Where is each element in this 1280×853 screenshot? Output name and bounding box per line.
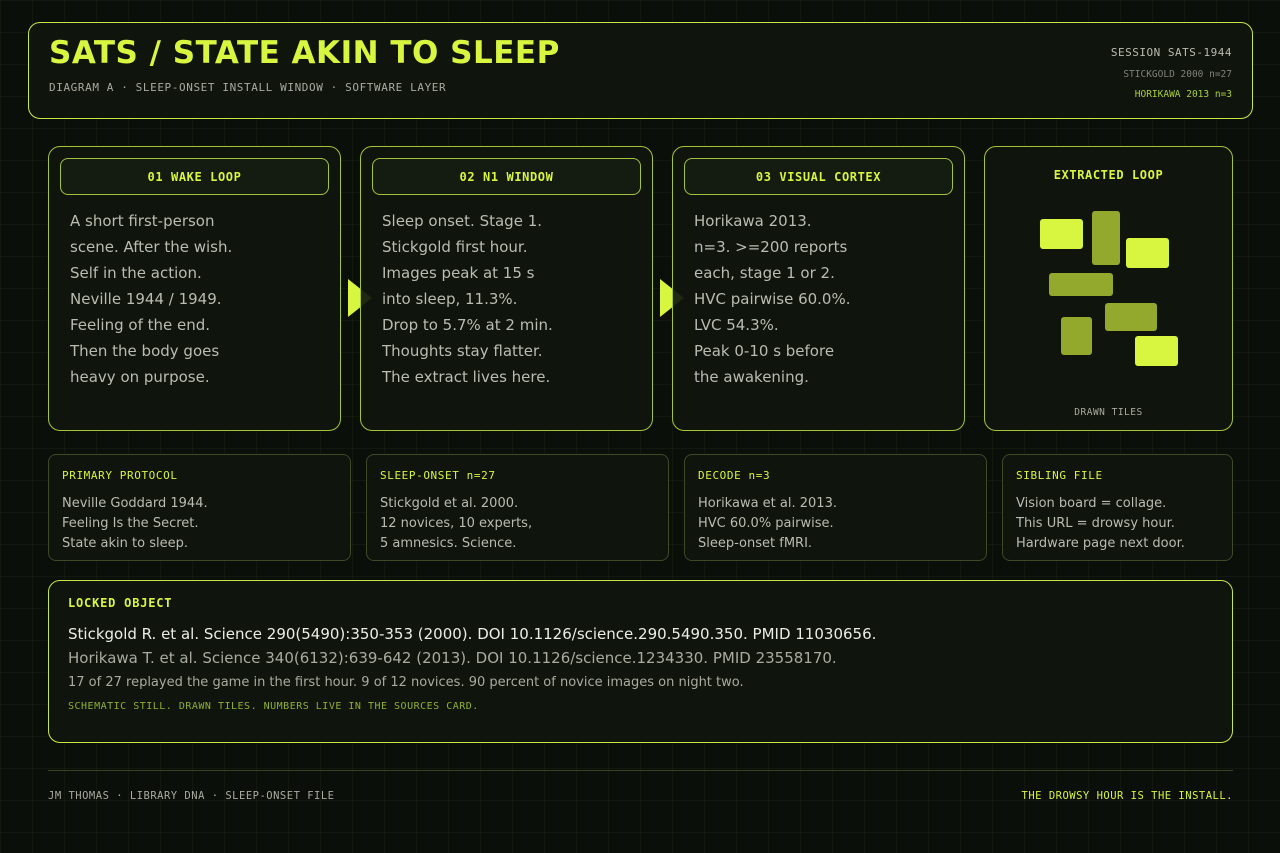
loop-tile — [1040, 219, 1083, 249]
panel-label: 01 WAKE LOOP — [60, 158, 329, 195]
panel-wake-loop — [48, 146, 341, 431]
panel-label: 02 N1 WINDOW — [372, 158, 641, 195]
card-body — [698, 494, 837, 554]
card-line: 5 amnesics. Science. — [380, 536, 517, 551]
card-line: Horikawa et al. 2013. — [698, 496, 837, 511]
loop-tile — [1061, 317, 1092, 355]
loop-tile — [1105, 303, 1157, 331]
panel-label: 03 VISUAL CORTEX — [684, 158, 953, 195]
card-title: SIBLING FILE — [1016, 469, 1103, 482]
page-title: SATS / STATE AKIN TO SLEEP — [49, 35, 560, 71]
loop-tile — [1135, 336, 1178, 366]
card-line: 12 novices, 10 experts, — [380, 516, 533, 531]
extracted-loop-title: EXTRACTED LOOP — [1053, 168, 1164, 182]
card-sibling-file — [1002, 454, 1233, 561]
card-line: HVC 60.0% pairwise. — [698, 516, 834, 531]
card-body — [62, 494, 208, 554]
card-line: Neville Goddard 1944. — [62, 496, 208, 511]
panel-line: The extract lives here. — [382, 368, 551, 386]
footer-credits: JM THOMAS · LIBRARY DNA · SLEEP-ONSET FILE — [48, 790, 335, 802]
header-panel — [28, 22, 1253, 119]
panel-body — [694, 208, 851, 390]
panel-line: Neville 1944 / 1949. — [70, 290, 222, 308]
locked-object-title: LOCKED OBJECT — [68, 596, 173, 610]
panel-line: Stickgold first hour. — [382, 238, 528, 256]
panel-line: Peak 0-10 s before — [694, 342, 835, 360]
session-id: SESSION SATS-1944 — [1110, 46, 1232, 59]
panel-line: Images peak at 15 s — [382, 264, 535, 282]
panel-line: Horikawa 2013. — [694, 212, 812, 230]
card-sleep-onset — [366, 454, 669, 561]
panel-line: Feeling of the end. — [70, 316, 211, 334]
card-title: PRIMARY PROTOCOL — [62, 469, 178, 482]
locked-object-panel — [48, 580, 1233, 743]
reference-horikawa: HORIKAWA 2013 n=3 — [1134, 89, 1232, 100]
card-line: Feeling Is the Secret. — [62, 516, 199, 531]
loop-tile — [1126, 238, 1169, 268]
card-body — [1016, 494, 1185, 554]
panel-body — [70, 208, 232, 390]
footer-tagline: THE DROWSY HOUR IS THE INSTALL. — [1021, 790, 1233, 802]
panel-line: the awakening. — [694, 368, 809, 386]
card-title: DECODE n=3 — [698, 469, 771, 482]
panel-line: Then the body goes — [70, 342, 220, 360]
page-subtitle: DIAGRAM A · SLEEP-ONSET INSTALL WINDOW · SOFTWARE LAYER — [49, 81, 447, 94]
panel-line: Sleep onset. Stage 1. — [382, 212, 543, 230]
card-line: This URL = drowsy hour. — [1016, 516, 1175, 531]
panel-visual-cortex — [672, 146, 965, 431]
panel-line: into sleep, 11.3%. — [382, 290, 518, 308]
panel-line: scene. After the wish. — [70, 238, 233, 256]
card-decode — [684, 454, 987, 561]
extracted-loop-panel — [984, 146, 1233, 431]
card-primary-protocol — [48, 454, 351, 561]
card-line: Hardware page next door. — [1016, 536, 1185, 551]
card-body — [380, 494, 532, 554]
reference-stickgold: STICKGOLD 2000 n=27 — [1123, 69, 1232, 80]
panel-line: Thoughts stay flatter. — [382, 342, 543, 360]
panel-body — [382, 208, 553, 390]
card-line: Vision board = collage. — [1016, 496, 1167, 511]
loop-tile — [1049, 273, 1113, 296]
panel-n1-window — [360, 146, 653, 431]
panel-line: LVC 54.3%. — [694, 316, 779, 334]
panel-line: Self in the action. — [70, 264, 202, 282]
panel-line: Drop to 5.7% at 2 min. — [382, 316, 553, 334]
locked-object-footnote: SCHEMATIC STILL. DRAWN TILES. NUMBERS LIVE IN THE SOURCES CARD. — [68, 701, 479, 712]
footer-divider — [48, 770, 1233, 771]
card-line: Sleep-onset fMRI. — [698, 536, 813, 551]
panel-line: A short first-person — [70, 212, 215, 230]
panel-line: n=3. >=200 reports — [694, 238, 848, 256]
panel-line: each, stage 1 or 2. — [694, 264, 835, 282]
loop-tile — [1092, 211, 1120, 265]
panel-line: heavy on purpose. — [70, 368, 210, 386]
card-line: Stickgold et al. 2000. — [380, 496, 519, 511]
locked-object-note: 17 of 27 replayed the game in the first hour. 9 of 12 novices. 90 percent of novice images on night two. — [68, 675, 744, 690]
card-title: SLEEP-ONSET n=27 — [380, 469, 496, 482]
panel-line: HVC pairwise 60.0%. — [694, 290, 851, 308]
citation-stickgold: Stickgold R. et al. Science 290(5490):350-353 (2000). DOI 10.1126/science.290.5490.350. PMID 11030656. — [68, 625, 877, 643]
extracted-loop-caption: DRAWN TILES — [1074, 407, 1143, 418]
card-line: State akin to sleep. — [62, 536, 188, 551]
citation-horikawa: Horikawa T. et al. Science 340(6132):639-642 (2013). DOI 10.1126/science.1234330. PMID 23558170. — [68, 649, 837, 667]
